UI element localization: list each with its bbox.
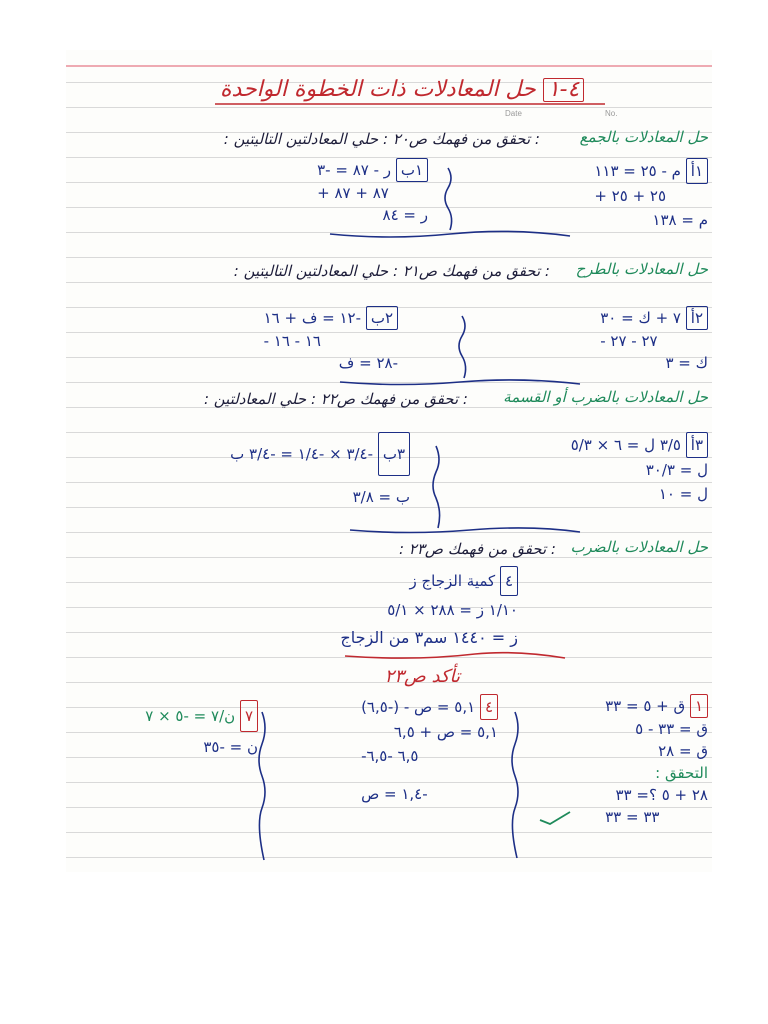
section-heading-addition: حل المعادلات بالجمع	[579, 128, 708, 146]
problem-3a-label: ٣أ	[686, 432, 708, 458]
verification-line-2: ٣٣ = ٣٣	[605, 808, 660, 826]
problem-2b-line-1: -١٢ = ف + ١٦	[263, 309, 362, 327]
check-heading: تأكد ص٢٣	[384, 666, 460, 687]
problem-1b-label: ١ب	[396, 158, 428, 182]
problem-4-line-2: ١/١٠ ز = ٢٨٨ × ٥/١	[387, 601, 518, 619]
problem-2a-line-1: ٧ + ك = ٣٠	[600, 309, 681, 327]
problem-1a-label: ١أ	[686, 158, 708, 184]
verification-label: التحقق :	[655, 764, 708, 782]
section-heading-subtraction: حل المعادلات بالطرح	[575, 260, 708, 278]
problem-3a-line-2: ل = ٣٠/٣	[645, 461, 708, 479]
problem-3a	[571, 432, 708, 506]
section-instruction-multiplication-division: : تحقق من فهمك ص٢٢ : حلي المعادلتين :	[203, 390, 468, 408]
problem-1a	[594, 158, 708, 232]
problem-1b-line-2: + ٨٧ + ٨٧	[317, 184, 389, 202]
problem-1b-line-3: ر = ٨٤	[382, 206, 428, 224]
check-problem-1-line-1: ق + ٥ = ٣٣	[605, 697, 686, 715]
check-problem-7-label: ٧	[240, 700, 258, 732]
problem-2b	[264, 306, 398, 374]
check-problem-4-line-2: ٥,١ = ص + ٦,٥	[393, 723, 498, 741]
problem-2a	[600, 306, 708, 374]
section-heading-multiplication: حل المعادلات بالضرب	[570, 538, 708, 556]
problem-4	[340, 566, 518, 652]
problem-3b-line-2: ب = ٣/٨	[352, 488, 410, 506]
problem-2b-line-3: -٢٨ = ف	[338, 354, 398, 372]
problem-4-line-3: ز = ١٤٤٠ سم٣ من الزجاج	[340, 628, 518, 647]
check-problem-1-label: ١	[690, 694, 708, 718]
check-problem-4	[361, 694, 498, 806]
verification-line-1: ٢٨ + ٥ ؟= ٣٣	[615, 786, 708, 804]
check-problem-7-line-1: ن/٧ = -٥ × ٧	[145, 707, 236, 725]
problem-2a-line-2: - ٢٧ - ٢٧	[600, 332, 658, 350]
lesson-title-text: حل المعادلات ذات الخطوة الواحدة	[220, 77, 536, 102]
lesson-number: ٤-١	[543, 78, 585, 102]
section-instruction-multiplication: : تحقق من فهمك ص٢٣ :	[398, 540, 556, 558]
problem-3b	[230, 432, 410, 518]
problem-2a-label: ٢أ	[686, 306, 708, 330]
problem-1a-line-2: + ٢٥ + ٢٥	[594, 187, 667, 205]
check-problem-1-line-3: ق = ٢٨	[658, 742, 708, 760]
problem-1b-line-1: ر - ٨٧ = -٣	[317, 161, 392, 179]
section-instruction-addition: : تحقق من فهمك ص٢٠ : حلي المعادلتين التاليتين :	[223, 130, 540, 148]
problem-3b-line-1: -٣/٤ × -١/٤ = -٣/٤ ب	[230, 445, 374, 463]
problem-2b-label: ٢ب	[366, 306, 398, 330]
problem-1a-line-3: م = ١٣٨	[652, 211, 708, 229]
no-label: No.	[605, 109, 618, 118]
check-problem-7	[145, 700, 258, 762]
problem-4-line-1: كمية الزجاج ز	[409, 572, 496, 590]
problem-4-label: ٤	[500, 566, 518, 596]
problem-3a-line-1: ٣/٥ ل = ٦ × ٥/٣	[570, 436, 681, 454]
check-problem-1-line-2: ق = ٣٣ - ٥	[635, 720, 708, 738]
check-problem-7-line-2: ن = -٣٥	[203, 738, 258, 756]
section-heading-multiplication-division: حل المعادلات بالضرب أو القسمة	[503, 388, 708, 406]
problem-1b	[317, 158, 428, 226]
check-problem-4-line-3: -٦,٥ -٦,٥	[361, 747, 419, 765]
problem-1a-line-1: م - ٢٥ = ١١٣	[594, 162, 681, 180]
problem-3a-line-3: ل = ١٠	[658, 485, 708, 503]
lesson-title	[220, 78, 584, 102]
check-problem-4-line-1: ٥,١ = ص - (-٦,٥)	[361, 698, 476, 716]
check-problem-4-label: ٤	[480, 694, 498, 720]
problem-2b-line-2: - ١٦ - ١٦	[263, 332, 321, 350]
problem-3b-label: ٣ب	[378, 432, 410, 476]
check-problem-4-line-4: -١,٤ = ص	[361, 785, 428, 803]
check-problem-1	[605, 694, 708, 828]
date-label: Date	[505, 109, 522, 118]
section-instruction-subtraction: : تحقق من فهمك ص٢١ : حلي المعادلتين التاليتين :	[233, 262, 550, 280]
problem-2a-line-3: ك = ٣	[665, 354, 708, 372]
